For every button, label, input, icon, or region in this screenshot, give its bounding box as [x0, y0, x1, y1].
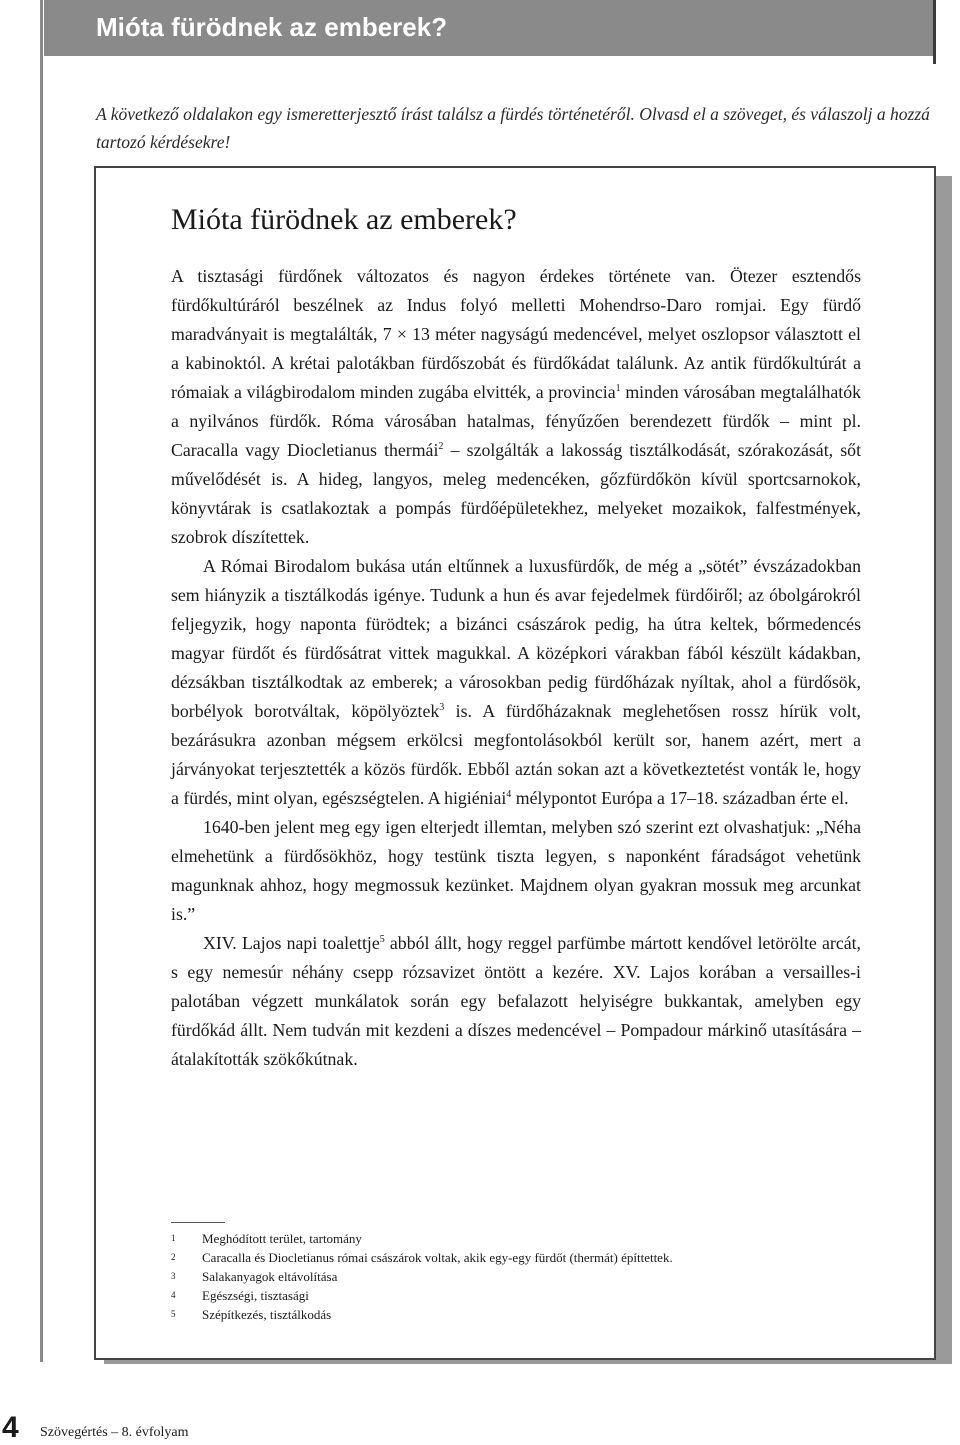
footnote-number: 1: [171, 1233, 176, 1243]
footnote-text: Meghódított terület, tartomány: [202, 1231, 362, 1246]
footnote-text: Salakanyagok eltávolítása: [202, 1269, 338, 1284]
footnote-item: [171, 1229, 871, 1248]
footnote-text: Egészségi, tisztasági: [202, 1288, 309, 1303]
footnote-ref-1: 1: [615, 383, 621, 395]
footnote-item: [171, 1286, 871, 1305]
footnote-number: 5: [171, 1309, 176, 1319]
task-instruction: A következő oldalakon egy ismeretterjesztő írást találsz a fürdés történetéről. Olvasd el a szöveget, és válaszolj a hozzá tartozó kérdésekre!: [96, 104, 930, 152]
footnote-text: Caracalla és Diocletianus római császárok voltak, akik egy-egy fürdőt (thermát) építtettek.: [202, 1250, 673, 1265]
header-edge-mark: [933, 0, 936, 64]
page-number: 4: [2, 1411, 19, 1444]
page-footer-text: Szövegértés – 8. évfolyam: [40, 1425, 189, 1440]
footnote-ref-2: 2: [438, 441, 444, 453]
footnote-item: [171, 1267, 871, 1286]
footnote-number: 3: [171, 1271, 176, 1281]
footnote-item: [171, 1248, 871, 1267]
footnote-number: 4: [171, 1290, 176, 1300]
paragraph-4: XIV. Lajos napi toalettje$^5$ abból állt, hogy reggel parfümbe mártott kendővel letörölte arcát, s egy nemesúr néhány csepp rózsavizet öntött a kezére. XV. Lajos korában a versailles-i palotában végzett munkálatok során egy befalazott helyiségre bukkantak, amelyben egy fürdőkád állt. Nem tudván mit kezdeni a díszes medencével – Pompadour márkinő utasítására – átalakították szökőkútnak.: [171, 933, 861, 1069]
header-title: Mióta fürödnek az emberek?: [96, 12, 448, 42]
paragraph-1: A tisztasági fürdőnek változatos és nagyon érdekes története van. Ötezer esztendős fürdőkultúráról beszélnek az Indus folyó melletti Mohendrso-Daro romjai. Egy fürdő maradványait is megtalálták, 7 × 13 méter nagyságú medencével, melyet oszlopsor választott el a kabinoktól. A krétai palotákban fürdőszobát és fürdőkádat találunk. Az antik fürdőkultúrát a rómaiak a világbirodalom minden zugába elvitték, a provincia$^1$ minden városában megtalálhatók a nyilvános fürdők. Róma városában hatalmas, fényűzően berendezett fürdők – mint pl. Caracalla vagy Diocletianus thermái$^2$ – szolgálták a lakosság tisztálkodását, szórakozását, sőt művelődését is. A hideg, langyos, meleg medencéken, gőzfürdőkön kívül sportcsarnokok, könyvtárak is csatlakoztak a pompás fürdőépületekhez, melyeket mozaikok, falfestmények, szobrok díszítettek.: [171, 266, 862, 547]
footnote-number: 2: [171, 1252, 176, 1262]
footnote-ref-3: 3: [439, 702, 445, 714]
article-title: Mióta fürödnek az emberek?: [171, 203, 517, 236]
footnote-list: [171, 1229, 871, 1324]
paragraph-3: 1640-ben jelent meg egy igen elterjedt illemtan, melyben szó szerint ezt olvashatjuk: „Néha elmehetünk a fürdősökhöz, hogy testünk tiszta legyen, s naponként fáradságot vehetünk magunknak ahhoz, hogy megmossuk kezünket. Majdnem olyan gyakran mossuk meg arcunkat is.”: [171, 817, 861, 924]
paragraph-2: A Római Birodalom bukása után eltűnnek a luxusfürdők, de még a „sötét” évszázadokban sem hiányzik a tisztálkodás igénye. Tudunk a hun és avar fejedelmek fürdőiről; az óbolgárokról feljegyzik, hogy naponta fürödtek; a bizánci császárok pedig, ha útra keltek, bőrmedencés magyar fürdőt és fürdősátrat vittek magukkal. A középkori várakban fából készült kádakban, dézsákban tisztálkodtak az emberek; a városokban pedig fürdőházak nyíltak, ahol a fürdősök, borbélyok borotváltak, köpölyöztek$^3$ is. A fürdőházaknak meglehetősen rossz hírük volt, bezárásukra azonban mégsem erkölcsi megfontolásokból került sor, hanem azért, mert a járványokat terjesztették a közös fürdők. Ebből aztán sokan azt a következtetést vonták le, hogy a fürdés, mint olyan, egészségtelen. A higiéniai$^4$ mélypontot Európa a 17–18. században érte el.: [171, 556, 861, 808]
footnote-divider: [171, 1222, 225, 1223]
footnote-ref-4: 4: [506, 789, 512, 801]
article-body: [171, 262, 861, 1074]
left-margin-rule: [40, 0, 43, 1362]
footnote-item: [171, 1305, 871, 1324]
footnote-ref-5: 5: [379, 934, 385, 946]
footnote-text: Szépítkezés, tisztálkodás: [202, 1307, 332, 1322]
